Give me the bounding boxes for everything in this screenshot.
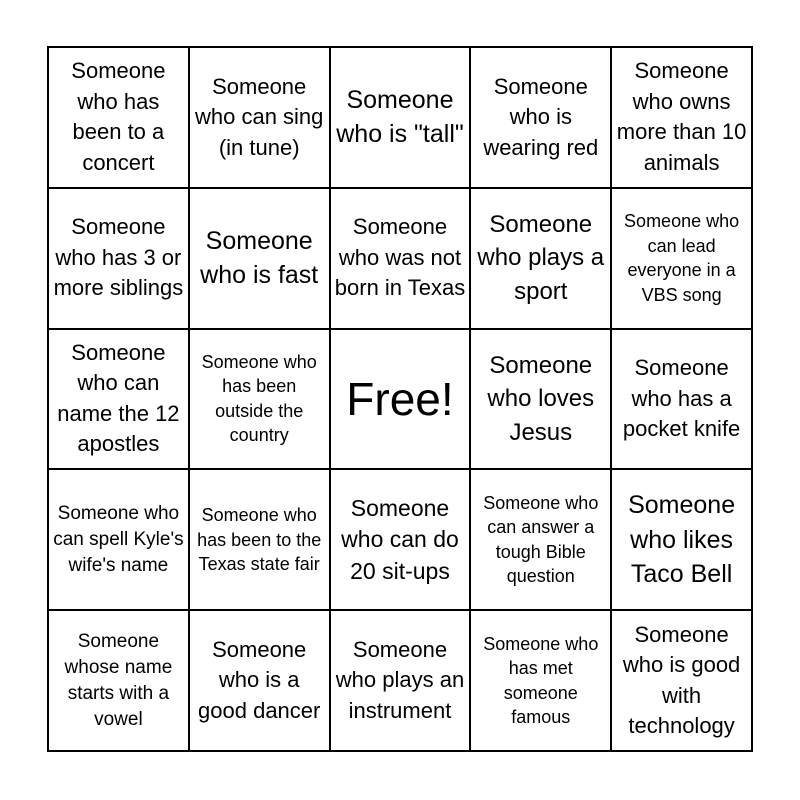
square-text: Someone who was not born in Texas <box>334 214 466 301</box>
bingo-square[interactable] <box>612 611 753 752</box>
bingo-square[interactable] <box>331 470 472 611</box>
square-text: Someone who has met someone famous <box>483 633 599 728</box>
square-text: Someone who has been outside the country <box>201 351 317 446</box>
square-text: Someone who is good with technology <box>622 621 741 739</box>
bingo-square[interactable] <box>190 470 331 611</box>
square-text: Someone who has a pocket knife <box>622 355 741 442</box>
bingo-square[interactable] <box>612 48 753 189</box>
square-text: Someone who is "tall" <box>336 85 464 149</box>
bingo-square[interactable] <box>471 189 612 330</box>
bingo-square[interactable] <box>471 611 612 752</box>
square-text: Someone who can answer a tough Bible question <box>483 492 599 587</box>
square-text: Someone whose name starts with a vowel <box>64 630 173 730</box>
square-text: Someone who is a good dancer <box>198 636 321 723</box>
bingo-square[interactable] <box>49 330 190 471</box>
square-text: Someone who is fast <box>200 226 319 290</box>
square-text: Someone who has been to the Texas state fair <box>197 505 322 575</box>
square-text: Someone who can name the 12 apostles <box>57 339 180 457</box>
bingo-square[interactable] <box>612 189 753 330</box>
bingo-square[interactable] <box>190 611 331 752</box>
bingo-square[interactable] <box>49 48 190 189</box>
square-text: Someone who likes Taco Bell <box>628 491 736 589</box>
bingo-square[interactable] <box>331 189 472 330</box>
free-text: Free! <box>346 372 454 425</box>
square-text: Someone who has been to a concert <box>71 58 166 175</box>
square-text: Someone who plays a sport <box>477 210 605 305</box>
bingo-square[interactable] <box>331 48 472 189</box>
bingo-square[interactable] <box>331 611 472 752</box>
square-text: Someone who can do 20 sit-ups <box>341 494 459 584</box>
bingo-square[interactable] <box>190 189 331 330</box>
square-text: Someone who owns more than 10 animals <box>616 58 747 175</box>
bingo-square[interactable] <box>49 189 190 330</box>
square-text: Someone who plays an instrument <box>335 636 465 723</box>
bingo-square[interactable] <box>190 48 331 189</box>
bingo-square[interactable] <box>471 330 612 471</box>
bingo-square[interactable] <box>49 470 190 611</box>
square-text: Someone who can spell Kyle's wife's name <box>53 502 184 576</box>
square-text: Someone who loves Jesus <box>487 351 595 446</box>
bingo-square[interactable] <box>612 470 753 611</box>
bingo-square[interactable] <box>190 330 331 471</box>
square-text: Someone who can sing (in tune) <box>194 73 324 160</box>
bingo-square[interactable] <box>471 48 612 189</box>
bingo-square[interactable] <box>612 330 753 471</box>
square-text: Someone who can lead everyone in a VBS song <box>624 211 740 305</box>
square-text: Someone who is wearing red <box>483 73 599 160</box>
square-text: Someone who has 3 or more siblings <box>53 214 184 301</box>
bingo-square[interactable] <box>471 470 612 611</box>
bingo-square[interactable] <box>49 611 190 752</box>
free-square[interactable] <box>331 330 472 471</box>
bingo-card <box>47 46 753 752</box>
